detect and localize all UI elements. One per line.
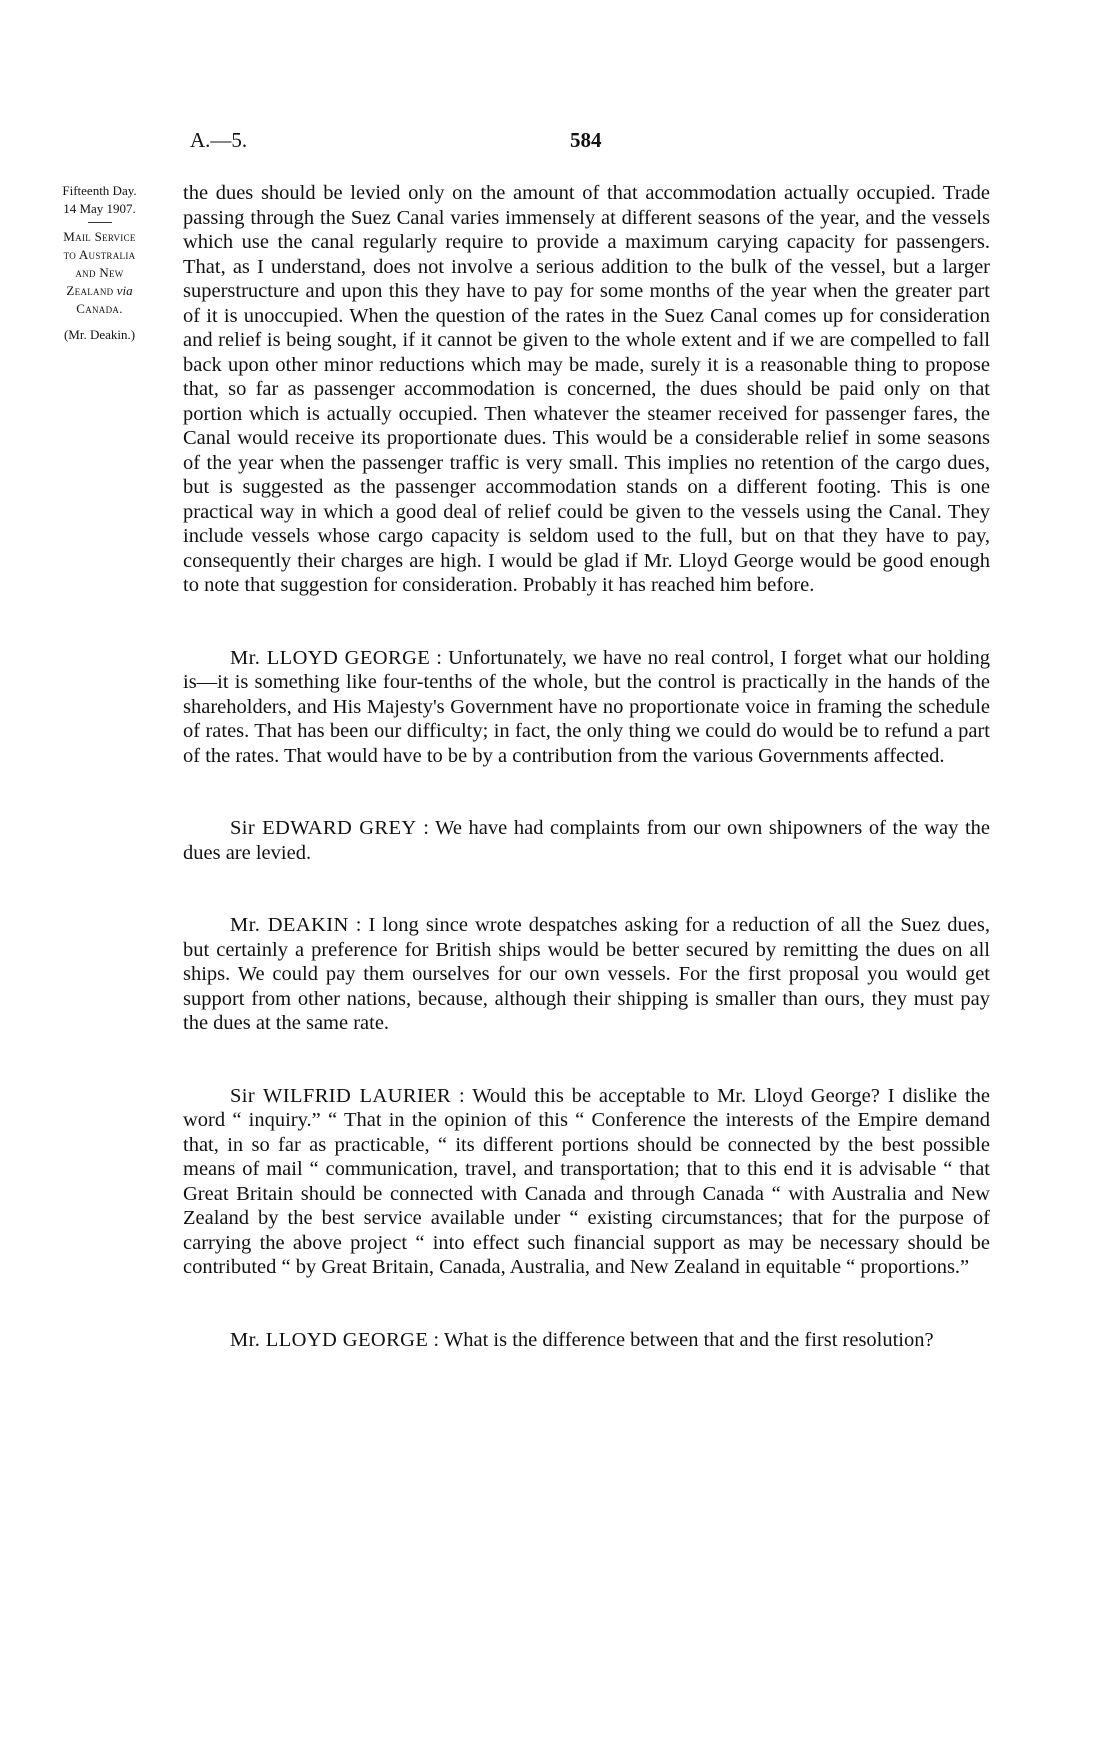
speech-text: What is the difference between that and the first resolution?	[443, 1328, 934, 1351]
margin-note	[32, 182, 167, 344]
margin-divider	[88, 222, 112, 223]
margin-subject-line: Mail Service	[63, 229, 136, 244]
speaker-name: Mr. LLOYD GEORGE	[230, 1328, 429, 1351]
margin-subject-line: Canada.	[76, 301, 123, 316]
margin-speaker: (Mr. Deakin.)	[63, 327, 136, 342]
speaker-name: Sir WILFRID LAURIER	[230, 1084, 452, 1107]
speech-text: Would this be acceptable to Mr. Lloyd George? I dislike the word “ inquiry.” “ That in the opinion of this “ Conference the interests of the Empire demand that, in so far as practicable, “ its different portions should be connected by the best possible means of mail “ communication, travel, and transportation; that to this end it is advisable “ that Great Britain should be connected with Canada and through Canada “ with Australia and New Zealand by the best service available under “ existing circumstances; that for the purpose of carrying the above project “ into effect such financial support as may be necessary should be contributed “ by Great Britain, Canada, Australia, and New Zealand in equitable “ proportions.”	[183, 1084, 990, 1278]
speech-paragraph: Mr. DEAKIN : I long since wrote despatches asking for a reduction of all the Suez dues, but certainly a preference for British ships would be better secured by remitting the dues on all ships. We could pay them ourselves for our own vessels. For the first proposal you would get support from other nations, because, although their shipping is smaller than ours, they must pay the dues at the same rate.	[183, 914, 991, 1034]
margin-via: via	[116, 283, 133, 298]
body-text	[183, 181, 990, 1352]
speaker-name: Sir EDWARD GREY	[230, 817, 417, 839]
margin-day: Fifteenth Day.	[62, 183, 137, 198]
speech-text: We have had complaints from our own shipowners of the way the dues are levied.	[183, 817, 990, 864]
speech-paragraph: Sir EDWARD GREY : We have had complaints from our own shipowners of the way the dues are levied.	[183, 817, 990, 864]
speech-paragraph: Sir WILFRID LAURIER : Would this be acceptable to Mr. Lloyd George? I dislike the word “ inquiry.” “ That in the opinion of this “ Conference the interests of the Empire demand that, in so far as practicable, “ its different portions should be connected by the best possible means of mail “ communication, travel, and transportation; that to this end it is advisable “ that Great Britain should be connected with Canada and through Canada “ with Australia and New Zealand by the best service available under “ existing circumstances; that for the purpose of carrying the above project “ into effect such financial support as may be necessary should be contributed “ by Great Britain, Canada, Australia, and New Zealand in equitable “ proportions.”	[183, 1084, 990, 1278]
speaker-name: Mr. LLOYD GEORGE	[230, 646, 431, 669]
margin-subject-line: Zealand via	[66, 283, 133, 298]
speech-paragraph: Mr. LLOYD GEORGE : What is the difference between that and the first resolution?	[230, 1328, 934, 1351]
margin-subject-line: to Australia	[63, 247, 136, 262]
margin-date: 14 May 1907.	[63, 201, 136, 216]
speech-text: I long since wrote despatches asking for a reduction of all the Suez dues, but certainly a preference for British ships would be better secured by remitting the dues on all ships. We could pay them ourselves for our own vessels. For the first proposal you would get support from other nations, because, although their shipping is smaller than ours, they must pay the dues at the same rate.	[183, 914, 991, 1034]
speaker-name: Mr. DEAKIN	[230, 914, 349, 936]
margin-subject-line: and New	[75, 265, 124, 280]
speech-text: Unfortunately, we have no real control, I forget what our holding is—it is something like four-tenths of the whole, but the control is practically in the hands of the shareholders, and His Majesty's Government have no proportionate voice in framing the schedule of rates. That has been our difficulty; in fact, the only thing we could do would be to refund a part of the rates. That would have to be by a contribution from the various Governments affected.	[183, 646, 990, 767]
document-reference: A.—5.	[190, 128, 248, 152]
speech-paragraph: Mr. LLOYD GEORGE : Unfortunately, we have no real control, I forget what our holding is—it is something like four-tenths of the whole, but the control is practically in the hands of the shareholders, and His Majesty's Government have no proportionate voice in framing the schedule of rates. That has been our difficulty; in fact, the only thing we could do would be to refund a part of the rates. That would have to be by a contribution from the various Governments affected.	[183, 646, 990, 767]
opening-paragraph: the dues should be levied only on the amount of that accommodation actually occupied. Trade passing through the Suez Canal varies immensely at different seasons of the year, and the vessels which use the canal regularly require to provide a maximum carying capacity for passengers. That, as I understand, does not involve a serious addition to the bulk of the vessel, but a larger superstructure and upon this they have to pay for some months of the year when the greater part of it is unoccupied. When the question of the rates in the Suez Canal comes up for consideration and relief is being sought, if it cannot be given to the whole extent and if we are compelled to fall back upon other minor reductions which may be made, surely it is a reasonable thing to propose that, so far as passenger accommodation is concerned, the dues should be paid only on that portion which is actually occupied. Then whatever the steamer received for passenger fares, the Canal would receive its proportionate dues. This would be a considerable relief in some seasons of the year when the passenger traffic is very small. This implies no retention of the cargo dues, but is suggested as the passenger accommodation stands on a different footing. This is one practical way in which a good deal of relief could be given to the vessels using the Canal. They include vessels whose cargo capacity is seldom used to the full, but on that they have to pay, consequently their charges are high. I would be glad if Mr. Lloyd George would be good enough to note that suggestion for consideration. Probably it has reached him before.	[183, 182, 990, 596]
page-number: 584	[570, 128, 602, 152]
